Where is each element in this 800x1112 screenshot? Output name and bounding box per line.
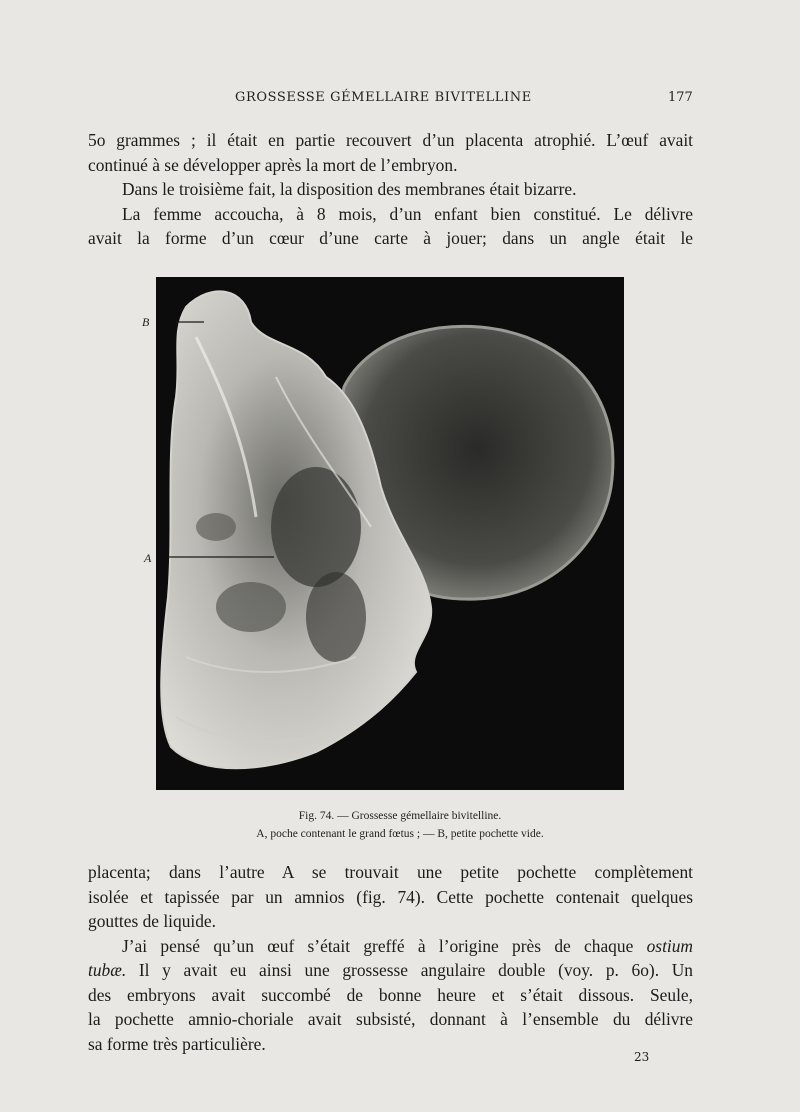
page-number: 177 (668, 90, 693, 105)
placenta-photo (156, 277, 624, 790)
paragraph-line: sa forme très particulière. (88, 1033, 266, 1054)
paragraph-line: gouttes de liquide. (88, 911, 216, 931)
paragraph-line: continué à se développer après la mort de l’embryon. (88, 154, 458, 175)
italic-term: ostium (646, 935, 693, 956)
bottom-text-block (88, 860, 693, 1056)
figure-caption-title: Fig. 74. — Grossesse gémellaire bivitelline. (298, 810, 502, 822)
signature-mark: 23 (634, 1050, 650, 1064)
text-run: J’ai pensé qu’un œuf s’était greffé à l’origine près de chaque (122, 935, 634, 956)
paragraph-line: La femme accoucha, à 8 mois, d’un enfant bien constitué. Le délivre (122, 203, 693, 224)
paragraph-line: 5o grammes ; il était en partie recouvert d’un placenta atrophié. L’œuf avait (88, 130, 693, 150)
text-run: Il y avait eu ainsi une grossesse angulaire double (voy. p. 6o). Un (138, 960, 693, 980)
figure-label-a: A (144, 551, 152, 565)
paragraph-line: placenta; dans l’autre A se trouvait une petite pochette complètement (88, 862, 693, 882)
figure-caption-legend: A, poche contenant le grand fœtus ; — B, petite pochette vide. (256, 828, 544, 840)
top-text-block (88, 128, 693, 251)
paragraph-line: isolée et tapissée par un amnios (fig. 74). Cette pochette contenait quelques (88, 886, 693, 907)
running-title: GROSSESSE GÉMELLAIRE BIVITELLINE (235, 90, 532, 105)
figure-photograph (156, 277, 624, 790)
italic-term: tubæ. (88, 960, 127, 980)
paragraph-line (88, 958, 693, 983)
paragraph-line (88, 934, 693, 959)
figure-label-b: B (142, 315, 150, 329)
paragraph-line: la pochette amnio-choriale avait subsisté, donnant à l’ensemble du délivre (88, 1009, 693, 1029)
paragraph-line: des embryons avait succombé de bonne heure et s’était dissous. Seule, (88, 984, 693, 1005)
paragraph-line: Dans le troisième fait, la disposition des membranes était bizarre. (122, 179, 577, 199)
paragraph-line: avait la forme d’un cœur d’une carte à jouer; dans un angle était le (88, 228, 693, 248)
page-header (0, 90, 800, 110)
